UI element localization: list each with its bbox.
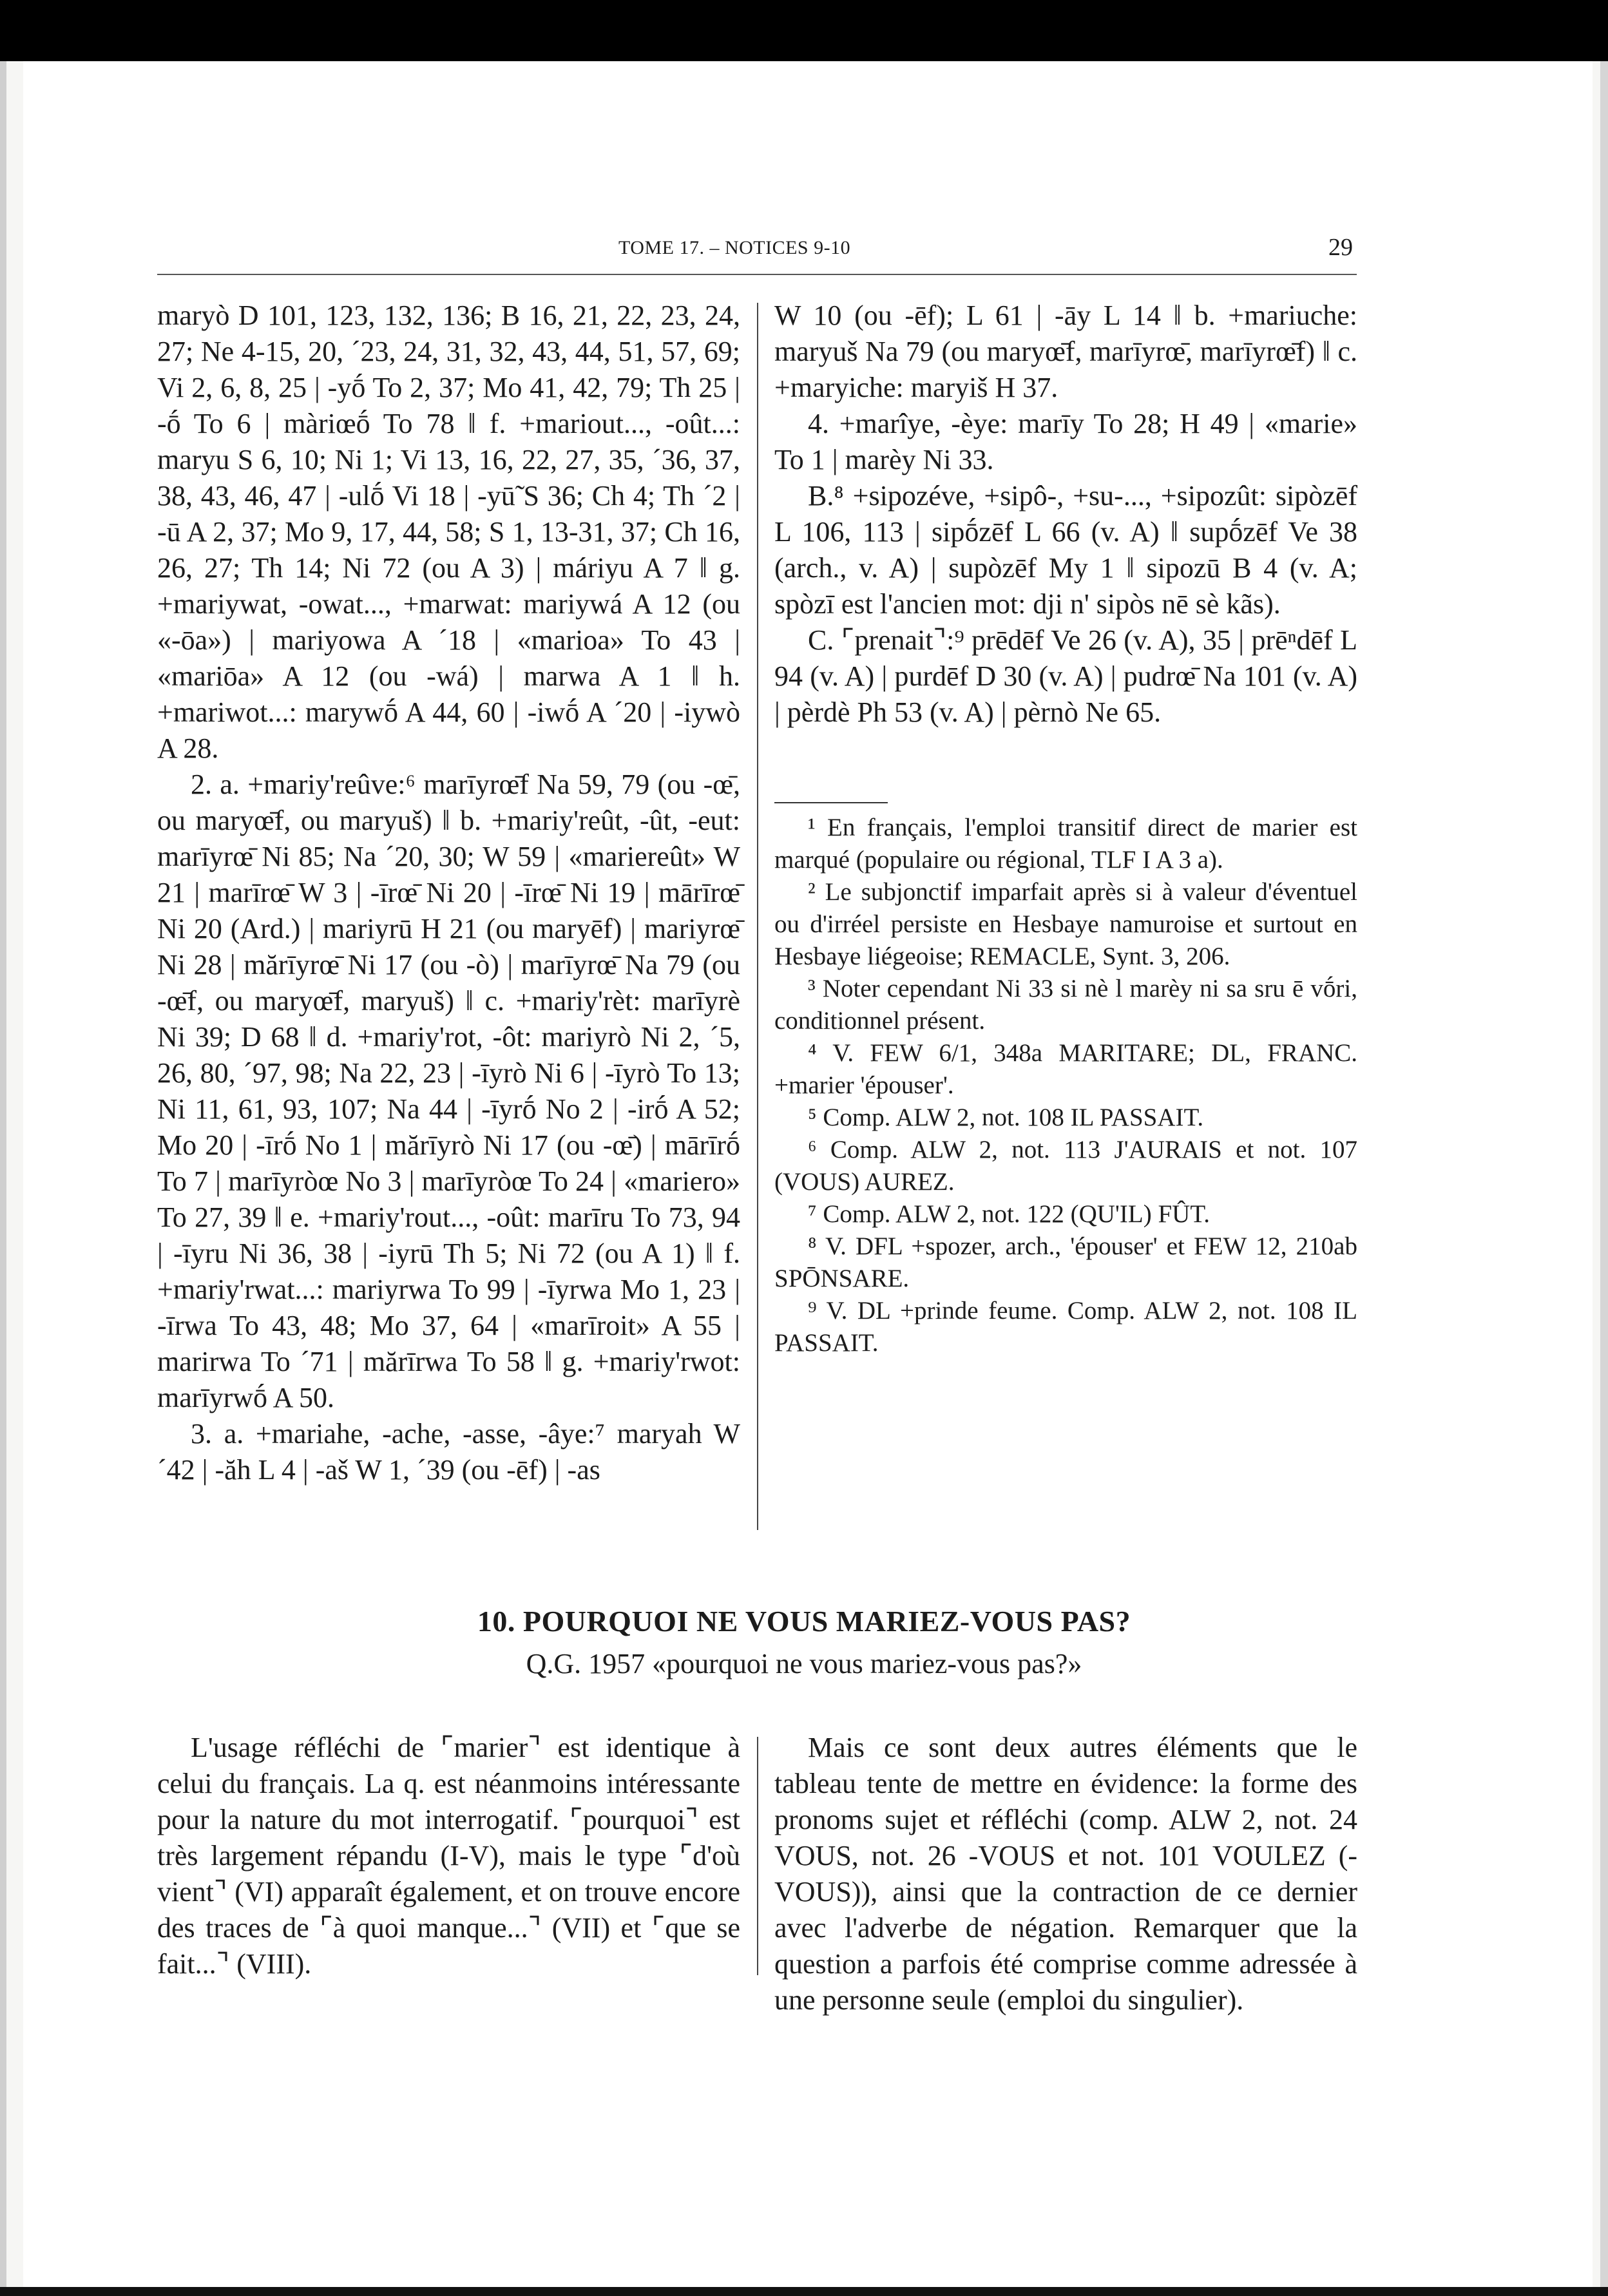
right-paragraph-2: 4. +marîye, -èye: marīy To 28; H 49 | «marie» To 1 | marèy Ni 33. (774, 408, 1357, 475)
footnotes (774, 812, 1357, 1359)
section-left-column (157, 1730, 740, 1982)
column-divider-top (757, 303, 758, 1530)
footnote: ⁵ Comp. ALW 2, not. 108 IL PASSAIT. (808, 1104, 1204, 1131)
right-column (774, 298, 1357, 731)
footnote-rule (774, 802, 888, 803)
footnote: ⁶ Comp. ALW 2, not. 113 J'AURAIS et not. 107 (VOUS) AUREZ. (774, 1136, 1357, 1196)
left-paragraph-1: maryò D 101, 123, 132, 136; B 16, 21, 22, 23, 24, 27; Ne 4-15, 20, ´23, 24, 31, 32, 43, 44, 51, 57, 69; Vi 2, 6, 8, 25 | -yṓ To 2, 37; Mo 41, 42, 79; Th 25 | -ṓ To 6 | màriœṓ To 78 ‖ f. +mariout..., -oût...: maryu S 6, 10; Ni 1; Vi 13, 16, 22, 27, 35, ´36, 37, 38, 43, 46, 47 | -ulṓ Vi 18 | -yū̃ S 36; Ch 4; Th ´2 | -ū A 2, 37; Mo 9, 17, 44, 58; S 1, 13-31, 37; Ch 16, 26, 27; Th 14; Ni 72 (ou A 3) | máriyu A 7 ‖ g. +mariywat, -owat..., +marwat: mariywá A 12 (ou «-ōa») | mariyowa A ´18 | «marioa» To 43 | «mariōa» A 12 (ou -wá) | marwa A 1 ‖ h. +mariwot...: marywṓ A 44, 60 | -iwṓ A ´20 | -iywò A 28. (157, 300, 740, 764)
section-question: Q.G. 1957 «pourquoi ne vous mariez-vous pas?» (526, 1648, 1082, 1679)
section-right-paragraph: Mais ce sont deux autres éléments que le tableau tente de mettre en évidence: la forme des pronoms sujet et réfléchi (comp. ALW 2, not. 24 VOUS, not. 26 -VOUS et not. 101 VOULEZ (-VOUS)), ainsi que la contraction de ce dernier avec l'adverbe de négation. Remarquer que la question a parfois été comprise comme adressée à une personne seule (emploi du singulier). (774, 1732, 1357, 2016)
column-divider-bottom (757, 1737, 758, 1975)
footnote: ⁴ V. FEW 6/1, 348a MARITARE; DL, FRANC. +marier 'épouser'. (774, 1039, 1357, 1099)
section-title: 10. POURQUOI NE VOUS MARIEZ-VOUS PAS? (477, 1605, 1131, 1638)
footnote: ¹ En français, l'emploi transitif direct de marier est marqué (populaire ou régional, TLF I A 3 a). (774, 814, 1357, 874)
section-right-column (774, 1730, 1357, 2018)
scan-left-edge (0, 61, 6, 2287)
right-paragraph-3: B.⁸ +sipozéve, +sipô-, +su-..., +sipozût: sipòzēf L 106, 113 | sipṓzēf L 66 (v. A) ‖ supṓzēf Ve 38 (arch., v. A) | supòzēf My 1 ‖ sipozū B 4 (v. A; spòzī est l'ancien mot: dji n' sipòs nē sè kãs). (774, 480, 1357, 620)
left-column (157, 298, 740, 1488)
scan-right-edge (1600, 61, 1608, 2287)
footnote: ³ Noter cependant Ni 33 si nè l marèy ni sa sru ē vṓri, conditionnel présent. (774, 975, 1357, 1035)
page-number: 29 (1328, 234, 1353, 261)
section-left-paragraph: L'usage réfléchi de ⌜marier⌝ est identique à celui du français. La q. est néanmoins intéressante pour la nature du mot interrogatif. ⌜pourquoi⌝ est très largement répandu (I-V), mais le type ⌜d'où vient⌝ (VI) apparaît également, et on trouve encore des traces de ⌜à quoi manque...⌝ (VII) et ⌜que se fait...⌝ (VIII). (157, 1732, 740, 1980)
left-paragraph-2: 2. a. +mariy'reûve:⁶ marīyrœ̄f Na 59, 79 (ou -œ̄, ou maryœ̄f, ou maryuš) ‖ b. +mariy'reût, -ût, -eut: marīyrœ̄ Ni 85; Na ´20, 30; W 59 | «mariereût» W 21 | marīrœ̄ W 3 | -īrœ̄ Ni 20 | -īrœ̄ Ni 19 | mārīrœ̄ Ni 20 (Ard.) | mariyrū H 21 (ou maryēf) | mariyrœ̄ Ni 28 | mărīyrœ̄ Ni 17 (ou -ò) | marīyrœ̄ Na 79 (ou -œ̄f, ou maryœ̄f, maryuš) ‖ c. +mariy'rèt: marīyrè Ni 39; D 68 ‖ d. +mariy'rot, -ôt: mariyrò Ni 2, ´5, 26, 80, ´97, 98; Na 22, 23 | -īyrò Ni 6 | -īyrò To 13; Ni 11, 61, 93, 107; Na 44 | -īyrṓ No 2 | -irṓ A 52; Mo 20 | -īrṓ No 1 | mărīyrò Ni 17 (ou -œ̄) | mārīrṓ To 7 | marīyròœ No 3 | marīyròœ To 24 | «mariero» To 27, 39 ‖ e. +mariy'rout..., -oût: marīru To 73, 94 | -īyru Ni 36, 38 | -iyrū Th 5; Ni 72 (ou A 1) ‖ f. +mariy'rwat...: mariyrwa To 99 | -īyrwa Mo 1, 23 | -īrwa To 43, 48; Mo 37, 64 | «marīroit» A 55 | marirwa To ´71 | mărīrwa To 58 ‖ g. +mariy'rwot: marīyrwṓ A 50. (157, 769, 740, 1413)
right-paragraph-4: C. ⌜prenait⌝:⁹ prēdēf Ve 26 (v. A), 35 | prēⁿdēf L 94 (v. A) | purdēf D 30 (v. A) | pudrœ̄ Na 101 (v. A) | pèrdè Ph 53 (v. A) | pèrnò Ne 65. (774, 624, 1357, 728)
footnote: ⁹ V. DL +prinde feume. Comp. ALW 2, not. 108 IL PASSAIT. (774, 1297, 1357, 1357)
footnote: ⁸ V. DFL +spozer, arch., 'épouser' et FEW 12, 210ab SPŌNSARE. (774, 1232, 1357, 1292)
left-paragraph-3: 3. a. +mariahe, -ache, -asse, -âye:⁷ maryah W ´42 | -ăh L 4 | -aš W 1, ´39 (ou -ēf) | -as (157, 1418, 740, 1486)
footnote: ² Le subjonctif imparfait après si à valeur d'éventuel ou d'irréel persiste en Hesbaye namuroise et surtout en Hesbaye liégeoise; REMACLE, Synt. 3, 206. (774, 878, 1357, 970)
header-rule (157, 274, 1357, 275)
scan-bottom-border (0, 2287, 1608, 2296)
running-header: TOME 17. – NOTICES 9-10 (618, 237, 851, 258)
scan-top-border (0, 0, 1608, 61)
right-paragraph-1: W 10 (ou -ēf); L 61 | -āy L 14 ‖ b. +mariuche: maryuš Na 79 (ou maryœ̄f, marīyrœ̄, marīyrœ̄f) ‖ c. +maryiche: maryiš H 37. (774, 300, 1357, 403)
footnote: ⁷ Comp. ALW 2, not. 122 (QU'IL) FÛT. (808, 1200, 1210, 1228)
